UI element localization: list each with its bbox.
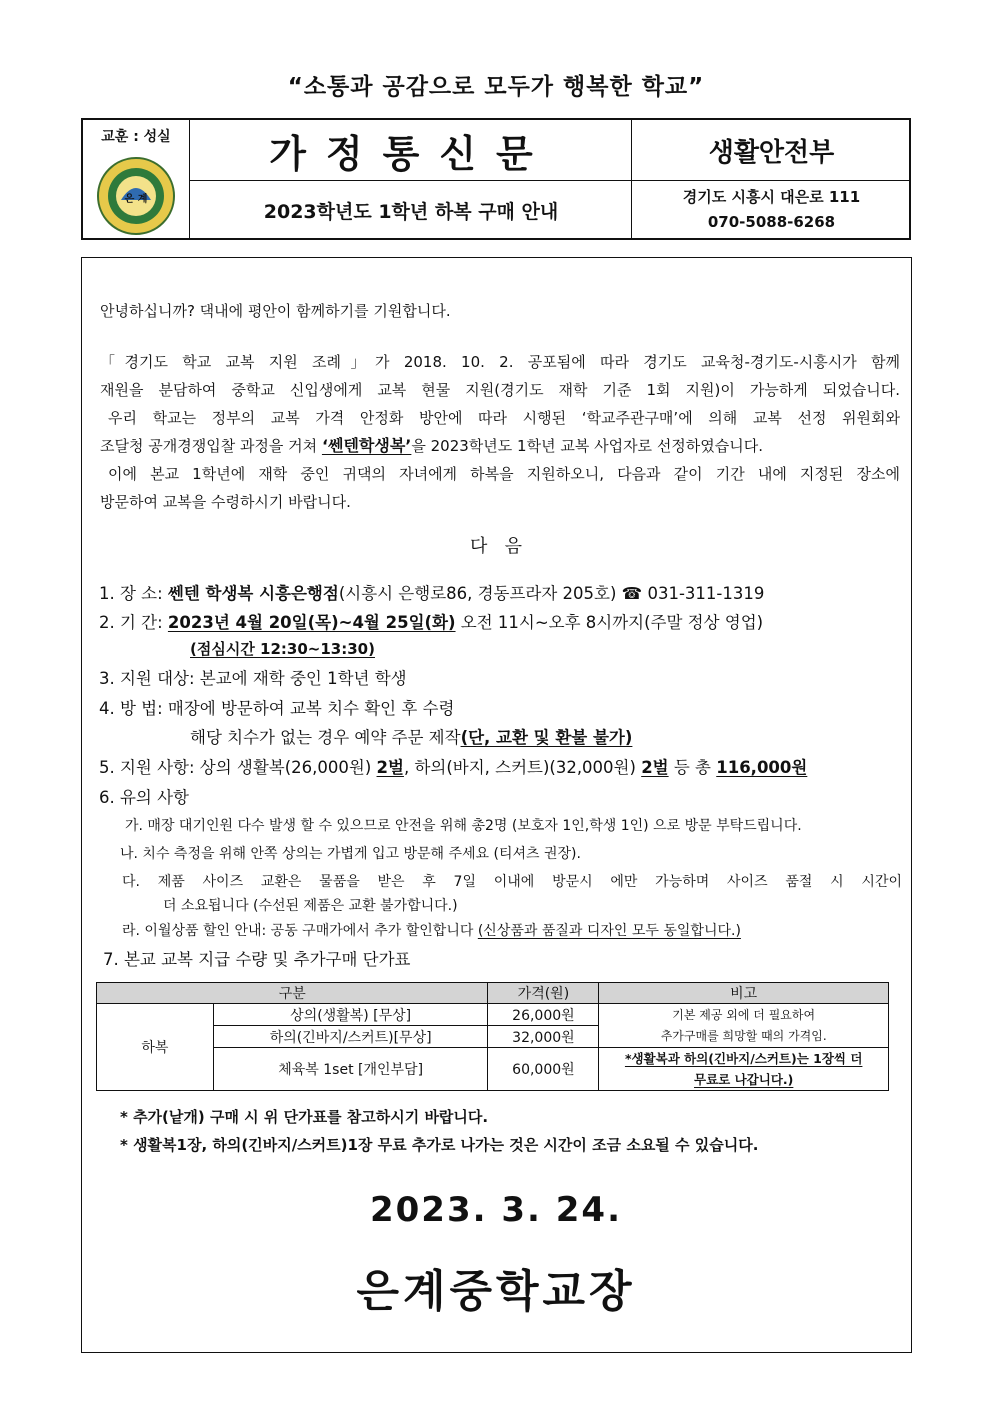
item-method: 4. 방 법: 매장에 방문하여 교복 치수 확인 후 수령: [99, 699, 455, 718]
school-emblem-icon: [93, 156, 179, 236]
header-remark: 비고: [599, 983, 889, 1004]
header-price: 가격(원): [488, 983, 599, 1004]
vendor-name: ‘쎈텐학생복’: [321, 436, 412, 455]
row-price: 32,000원: [488, 1026, 599, 1048]
svg-text:은 계: 은 계: [124, 194, 148, 205]
group-label: 하복: [97, 1004, 214, 1091]
item-table-label: 7. 본교 교복 지급 수량 및 추가구매 단가표: [103, 950, 411, 969]
paragraph-1-line-2: 재원을 분담하여 중학교 신입생에게 교복 현물 지원(경기도 재학 기준 1회 지원)이 가능하게 되었습니다.: [100, 381, 900, 399]
principal-signature: 은계중학교장: [356, 1266, 636, 1317]
remark-free-note: *생활복과 하의(긴바지/스커트)는 1장씩 더 무료로 나갑니다.): [599, 1048, 889, 1091]
header-category: 구분: [97, 983, 488, 1004]
store-name: 쎈텐 학생복 시흥은행점: [167, 584, 339, 603]
contact-block: [632, 180, 911, 240]
row-price: 26,000원: [488, 1004, 599, 1026]
next-heading: 다 음: [470, 536, 522, 557]
row-price: 60,000원: [488, 1048, 599, 1091]
school-address: 경기도 시흥시 대은로 111: [682, 188, 861, 206]
period-dates: 2023년 4월 20일(목)~4월 25일(화): [167, 613, 456, 632]
row-item: 상의(생활복) [무상]: [213, 1004, 488, 1026]
item-notes-label: 6. 유의 사항: [99, 788, 189, 807]
notice-subtitle: 2023학년도 1학년 하복 구매 안내: [263, 200, 559, 223]
item-target: 3. 지원 대상: 본교에 재학 중인 1학년 학생: [99, 669, 407, 688]
row-item: 하의(긴바지/스커트)[무상]: [213, 1026, 488, 1048]
paragraph-2-line-1: 우리 학교는 정부의 교복 가격 안정화 방안에 따라 시행된 ‘학교주관구매’에 의해 교복 선정 위원회와: [108, 409, 900, 427]
school-motto: “소통과 공감으로 모두가 행복한 학교”: [287, 74, 705, 100]
school-phone: 070-5088-6268: [707, 213, 836, 231]
paragraph-3-line-2: 방문하여 교복을 수령하시기 바랍니다.: [100, 493, 351, 511]
row-item: 체육복 1set [개인부담]: [213, 1048, 488, 1091]
header-table: [81, 118, 911, 240]
page-title: 가정통신문: [269, 131, 553, 176]
item-method-note: 해당 치수가 없는 경우 예약 주문 제작(단, 교환 및 환불 불가): [190, 728, 633, 747]
item-period: 2. 기 간: 2023년 4월 20일(목)~4월 25일(화) 오전 11시~오후 8시까지(주말 정상 영업): [99, 613, 764, 632]
note-da-line-1: 다. 제품 사이즈 교환은 물품을 받은 후 7일 이내에 방문시 에만 가능하며 사이즈 품절 시 시간이: [122, 874, 902, 890]
footnote-2: * 생활복1장, 하의(긴바지/스커트)1장 무료 추가로 나가는 것은 시간이 조금 소요될 수 있습니다.: [120, 1136, 759, 1154]
table-row: [97, 1004, 889, 1026]
remark-cell: 기본 제공 외에 더 필요하여 추가구매를 희망할 때의 가격임.: [599, 1004, 889, 1048]
note-ra: 라. 이월상품 할인 안내: 공동 구매가에서 추가 할인합니다 (신상품과 품질과 디자인 모두 동일합니다.): [122, 923, 741, 939]
table-header-row: [97, 983, 889, 1004]
paragraph-3-line-1: 이에 본교 1학년에 재학 중인 귀댁의 자녀에게 하복을 지원하오니, 다음과 같이 기간 내에 지정된 장소에: [108, 465, 900, 483]
note-da-line-2: 더 소요됩니다 (수선된 제품은 교환 불가합니다.): [163, 898, 458, 914]
school-logo: [93, 156, 179, 236]
issue-date: 2023. 3. 24.: [369, 1190, 623, 1230]
note-na: 나. 치수 측정을 위해 안쪽 상의는 가볍게 입고 방문해 주세요 (티셔츠 권장).: [120, 846, 581, 862]
lunch-time: (점심시간 12:30~13:30): [190, 640, 375, 658]
table-row: [97, 1048, 889, 1091]
department-name: 생활안전부: [708, 137, 835, 168]
item-place: 1. 장 소: 쎈텐 학생복 시흥은행점(시흥시 은행로86, 경동프라자 205호) ☎ 031-311-1319: [99, 584, 765, 603]
paragraph-2-line-2: 조달청 공개경쟁입찰 과정을 거쳐 ‘쎈텐학생복’을 2023학년도 1학년 교복 사업자로 선정하였습니다.: [100, 436, 764, 455]
greeting: 안녕하십니까? 댁내에 평안이 함께하기를 기원합니다.: [100, 302, 451, 320]
note-ga: 가. 매장 대기인원 다수 발생 할 수 있으므로 안전을 위해 총2명 (보호자 1인,학생 1인) 으로 방문 부탁드립니다.: [125, 818, 802, 834]
footnote-1: * 추가(낱개) 구매 시 위 단가표를 참고하시기 바랍니다.: [120, 1108, 489, 1126]
motto-label: 교훈 : 성실: [101, 129, 171, 145]
price-table: [96, 982, 889, 1091]
paragraph-1-line-1: 「경기도 학교 교복 지원 조례」가 2018. 10. 2. 공포됨에 따라 경기도 교육청-경기도-시흥시가 함께: [100, 353, 900, 371]
item-support: 5. 지원 사항: 상의 생활복(26,000원) 2벌, 하의(바지, 스커트)(32,000원) 2벌 등 총 116,000원: [99, 758, 808, 777]
